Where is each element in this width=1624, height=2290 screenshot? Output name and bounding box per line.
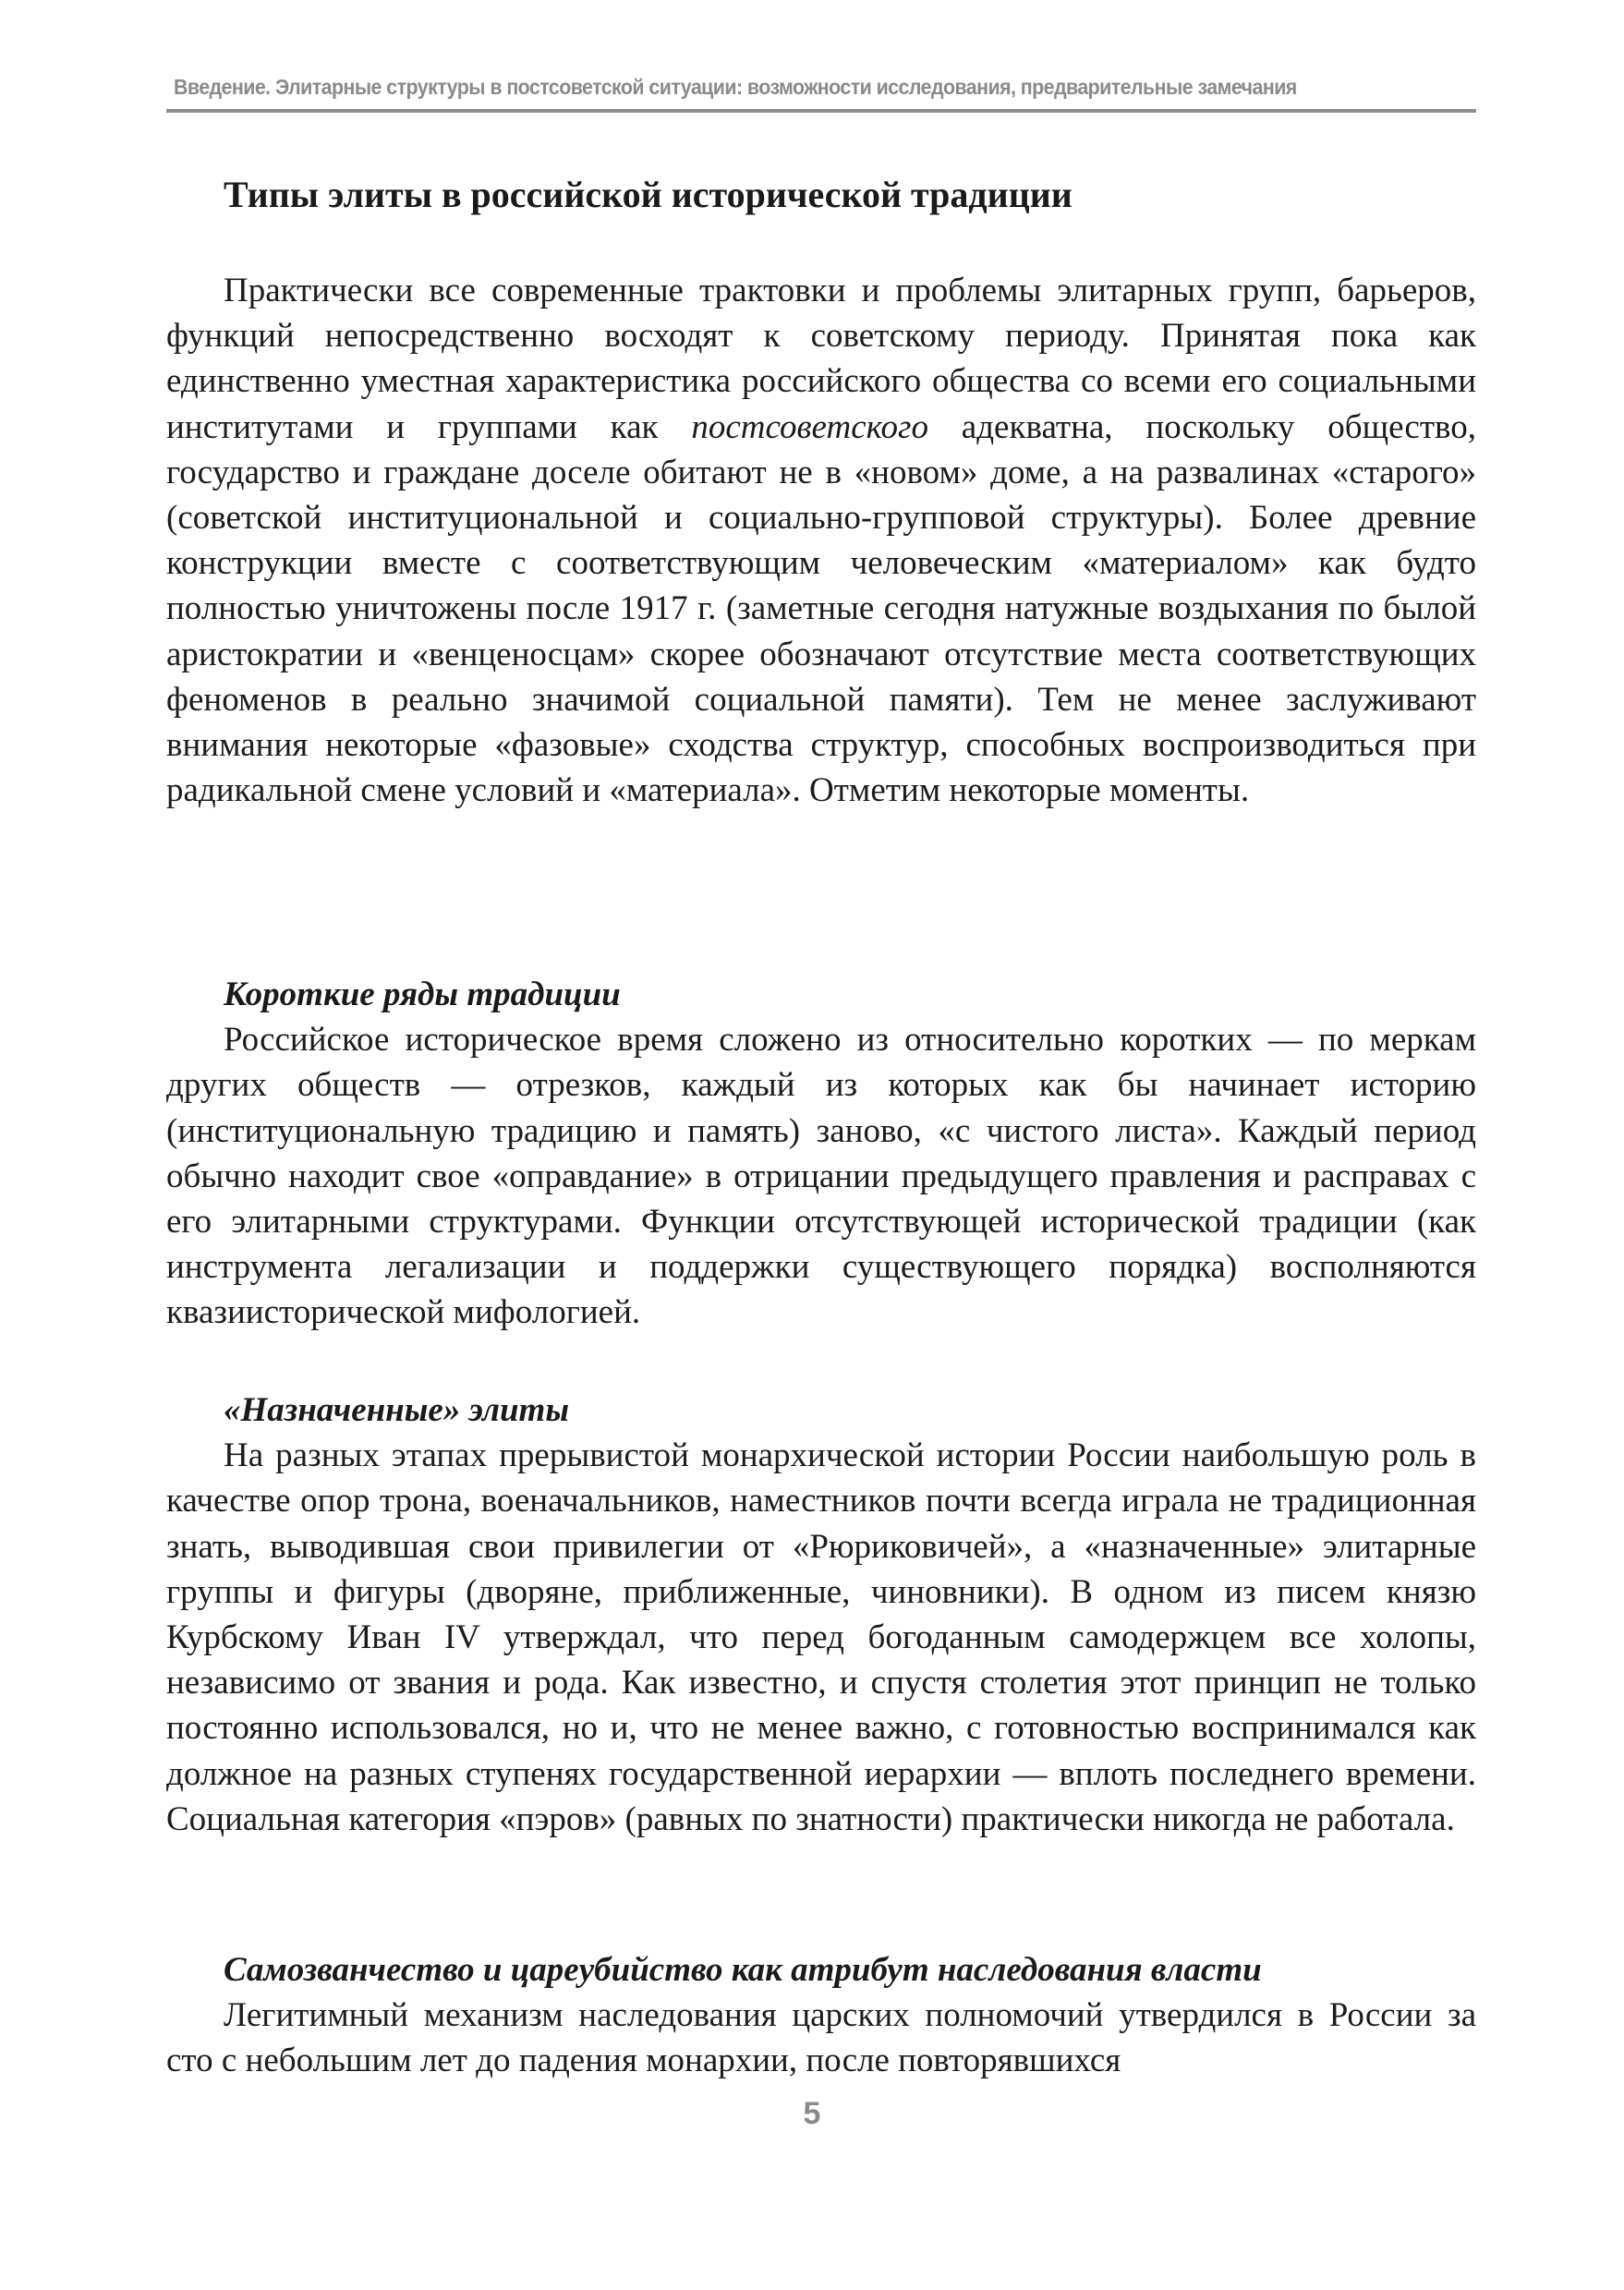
- subsection-paragraph: На разных этапах прерывистой монархической истории России наибольшую роль в качестве опор трона, военачальников, наместников почти всегда играла не традиционная знать, выводившая свои привилегии от «Рюриковичей», а «назначенные» элитарные группы и фигуры (дворяне, приближенные, чиновники). В одном из писем князю Курбскому Иван IV утверждал, что перед богоданным самодержцем все холопы, независимо от звания и рода. Как известно, и спустя столетия этот принцип не только постоянно использовался, но и, что не менее важно, с готовностью воспринимался как должное на разных ступенях государственной иерархии — вплоть последнего времени. Социальная категория «пэров» (равных по знатности) практически никогда не работала.: [166, 1436, 1476, 1838]
- header-rule: [166, 109, 1476, 113]
- subsection-heading: «Назначенные» элиты: [224, 1391, 569, 1429]
- intro-text-start: Практически все современные трактовки и проблемы элитарных групп, барьеров, функций непосредственно восходят к советскому периоду. Принятая пока как единственно уместная характеристика российского общества со всеми его социальными институтами и группами как: [166, 272, 1476, 446]
- subsection-paragraph: Легитимный механизм наследования царских полномочий утвердился в России за сто с небольшим лет до падения монархии, после повторявшихся: [166, 1996, 1476, 2080]
- subsection-imposture-regicide: [166, 1947, 1476, 2084]
- subsection-heading: Короткие ряды традиции: [224, 975, 621, 1013]
- subsection-heading: Самозванчество и цареубийство как атрибут наследования власти: [224, 1951, 1262, 1989]
- intro-italic-term: постсоветского: [691, 407, 928, 446]
- intro-paragraph: [166, 268, 1476, 813]
- page-number: 5: [803, 2096, 821, 2131]
- section-title: Типы элиты в российской исторической традиции: [224, 174, 1073, 215]
- subsection-appointed-elites: [166, 1387, 1476, 1842]
- running-head: Введение. Элитарные структуры в постсоветской ситуации: возможности исследования, предварительные замечания: [174, 75, 1297, 99]
- subsection-short-tradition: [166, 972, 1476, 1336]
- intro-block: [166, 268, 1476, 813]
- intro-text-end: адекватна, поскольку общество, государство и граждане доселе обитают не в «новом» доме, а на развалинах «старого» (советской институциональной и социально-групповой структуры). Более древние конструкции вместе с соответствующим человеческим «материалом» как будто полностью уничтожены после 1917 г. (заметные сегодня натужные воздыхания по былой аристократии и «венценосцам» скорее обозначают отсутствие места соответствующих феноменов в реально значимой социальной памяти). Тем не менее заслуживают внимания некоторые «фазовые» сходства структур, способных воспроизводиться при радикальной смене условий и «материала». Отметим некоторые моменты.: [166, 407, 1476, 810]
- subsection-paragraph: Российское историческое время сложено из относительно коротких — по меркам других обществ — отрезков, каждый из которых как бы начинает историю (институциональную традицию и память) заново, «с чистого листа». Каждый период обычно находит свое «оправдание» в отрицании предыдущего правления и расправах с его элитарными структурами. Функции отсутствующей исторической традиции (как инструмента легализации и поддержки существующего порядка) восполняются квазиисторической мифологией.: [166, 1021, 1476, 1332]
